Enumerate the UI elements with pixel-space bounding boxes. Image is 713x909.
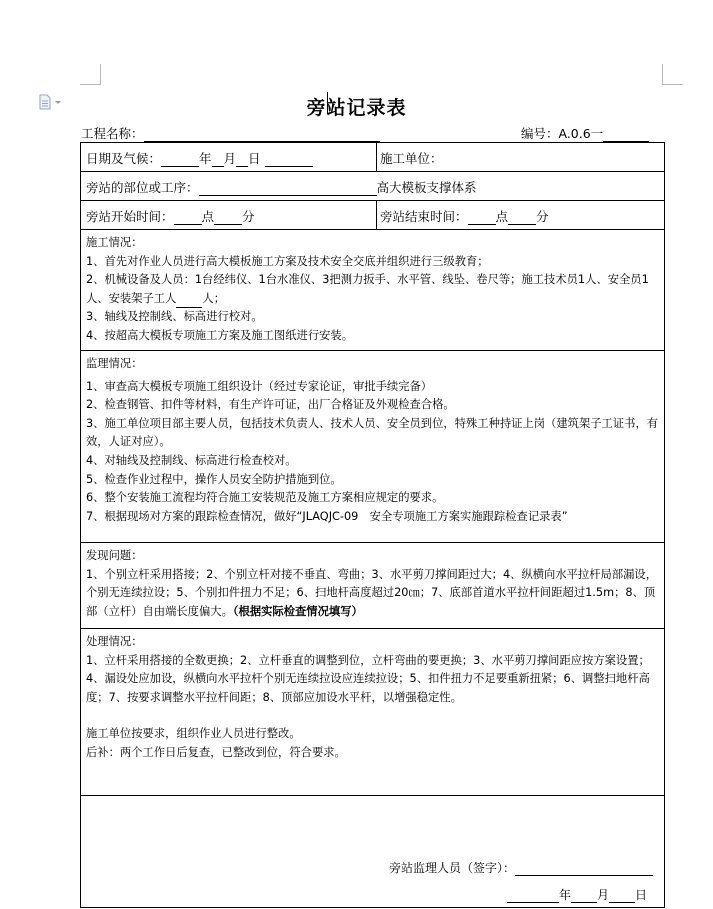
contractor-label: 施工单位： bbox=[380, 151, 443, 166]
section-signature bbox=[81, 796, 664, 907]
start-minute-blank[interactable] bbox=[214, 211, 242, 225]
section-handling bbox=[81, 629, 664, 796]
project-name-row bbox=[81, 124, 380, 142]
column-divider bbox=[376, 143, 377, 171]
record-form bbox=[80, 142, 665, 908]
signature-date bbox=[507, 886, 647, 903]
end-hour-blank[interactable] bbox=[468, 211, 496, 225]
workers-count-blank[interactable] bbox=[176, 295, 202, 308]
construction-item-4: 4、按超高大模板专项施工方案及施工图纸进行安装。 bbox=[86, 328, 354, 342]
supervision-item-5: 5、检查作业过程中，操作人员安全防护措施到位。 bbox=[86, 472, 342, 486]
section-problems bbox=[81, 543, 664, 629]
supervision-item-7: 7、根据现场对方案的跟踪检查情况，做好“JLAQJC-09 安全专项施工方案实施跟踪检查记录表” bbox=[86, 509, 568, 523]
supervision-item-3: 3、施工单位项目部主要人员，包括技术负责人、技术人员、安全员到位，特殊工种持证上岗（建筑架子工证书，有效，人证对应）。 bbox=[86, 416, 659, 449]
end-minute-blank[interactable] bbox=[508, 211, 536, 225]
handling-content: 1、立杆采用搭接的全数更换；2、立杆垂直的调整到位，立杆弯曲的要更换；3、水平剪刀撑间距应按方案设置；4、漏设处应加设，纵横向水平拉杆个别无连续拉设应连续拉设；5、扣件扭力不足要重新扭紧；6、调整扫地杆高度；7、按要求调整水平拉杆间距；8、顶部应加设水平杆，以增强稳定性。 bbox=[86, 653, 650, 704]
end-time-field bbox=[380, 207, 549, 225]
section-supervision bbox=[81, 351, 664, 543]
supervision-item-2: 2、检查钢管、扣件等材料，有生产许可证，出厂合格证及外观检查合格。 bbox=[86, 398, 455, 412]
row-location bbox=[81, 172, 664, 201]
start-time-label: 旁站开始时间： bbox=[86, 209, 174, 224]
column-divider bbox=[376, 201, 377, 229]
row-time bbox=[81, 201, 664, 230]
supervision-item-6: 6、整个安装施工流程均符合施工安装规范及施工方案相应规定的要求。 bbox=[86, 491, 444, 505]
signature-day-label: 日 bbox=[635, 888, 648, 902]
signature-year-label: 年 bbox=[559, 888, 572, 902]
number-blank[interactable] bbox=[603, 128, 649, 142]
problems-label: 发现问题： bbox=[86, 549, 143, 562]
project-name-label: 工程名称： bbox=[81, 126, 144, 141]
location-value: 高大模板支撑体系 bbox=[376, 180, 477, 195]
location-label: 旁站的部位或工序： bbox=[86, 180, 199, 195]
construction-text bbox=[86, 234, 659, 346]
signature-month-label: 月 bbox=[597, 888, 610, 902]
location-field bbox=[86, 178, 477, 196]
year-label: 年 bbox=[199, 151, 212, 166]
problems-text bbox=[86, 547, 659, 621]
construction-item-1: 1、首先对作业人员进行高大模板施工方案及技术安全交底并组织进行三级教育； bbox=[86, 254, 489, 268]
signature-label: 旁站监理人员（签字）： bbox=[389, 861, 516, 875]
crop-mark-top-right bbox=[662, 64, 683, 85]
weather-blank[interactable] bbox=[265, 153, 313, 167]
start-time-field bbox=[86, 207, 255, 225]
supervision-text bbox=[86, 355, 659, 526]
location-blank[interactable] bbox=[199, 182, 377, 196]
end-time-label: 旁站结束时间： bbox=[380, 209, 468, 224]
construction-item-2: 2、机械设备及人员：1台经纬仪、1台水准仪、3把测力扳手、水平管、线坠、卷尺等；施工技术员1人、安全员1人、安装架子工人 人； bbox=[86, 271, 659, 308]
signature-month-blank[interactable] bbox=[571, 890, 597, 903]
crop-mark-top-left bbox=[80, 64, 101, 85]
handling-line-2: 后补：两个工作日后复查，已整改到位，符合要求。 bbox=[86, 745, 346, 759]
number-label: 编号：A.0.6一 bbox=[521, 126, 604, 141]
problems-note: （根据实际检查情况填写） bbox=[232, 604, 363, 618]
end-minute-unit: 分 bbox=[536, 209, 549, 224]
signature-year-blank[interactable] bbox=[507, 890, 559, 903]
month-blank[interactable] bbox=[212, 153, 224, 167]
handling-line-1: 施工单位按要求，组织作业人员进行整改。 bbox=[86, 727, 301, 741]
section-construction bbox=[81, 230, 664, 351]
supervision-item-1: 1、审查高大模板专项施工组织设计（经过专家论证，审批手续完备） bbox=[86, 379, 433, 393]
problems-content: 1、个别立杆采用搭接；2、个别立杆对接不垂直、弯曲；3、水平剪刀撑间距过大；4、纵横向水平拉杆局部漏设，个别无连续拉设；5、个别扣件扭力不足；6、扫地杆高度超过20㎝；7、底部首道水平拉杆间距超过1.5m；8、顶部（立杆）自由端长度偏大。（根据实际检查情况填写） bbox=[86, 567, 658, 618]
signature-day-blank[interactable] bbox=[609, 890, 635, 903]
number-row bbox=[521, 124, 649, 142]
supervision-label: 监理情况： bbox=[86, 357, 143, 370]
signature-field bbox=[389, 859, 653, 876]
month-label: 月 bbox=[223, 151, 237, 166]
start-hour-blank[interactable] bbox=[174, 211, 202, 225]
signature-blank[interactable] bbox=[515, 863, 653, 876]
construction-item-3: 3、轴线及控制线、标高进行校对。 bbox=[86, 310, 263, 324]
row-date-contractor bbox=[81, 143, 664, 172]
end-hour-unit: 点 bbox=[495, 209, 509, 224]
handling-spacer bbox=[86, 707, 659, 725]
construction-label: 施工情况： bbox=[86, 236, 143, 249]
supervision-item-4: 4、对轴线及控制线、标高进行检查校对。 bbox=[86, 453, 297, 467]
handling-text bbox=[86, 633, 659, 763]
date-weather-label: 日期及气候： bbox=[86, 151, 162, 166]
day-label: 日 bbox=[248, 151, 261, 166]
start-minute-unit: 分 bbox=[242, 209, 255, 224]
start-hour-unit: 点 bbox=[201, 209, 215, 224]
date-weather-field bbox=[86, 149, 313, 167]
project-name-blank[interactable] bbox=[144, 128, 380, 142]
day-blank[interactable] bbox=[236, 153, 248, 167]
handling-label: 处理情况： bbox=[86, 635, 143, 648]
year-blank[interactable] bbox=[161, 153, 199, 167]
page-title: 旁站记录表 bbox=[306, 97, 407, 119]
